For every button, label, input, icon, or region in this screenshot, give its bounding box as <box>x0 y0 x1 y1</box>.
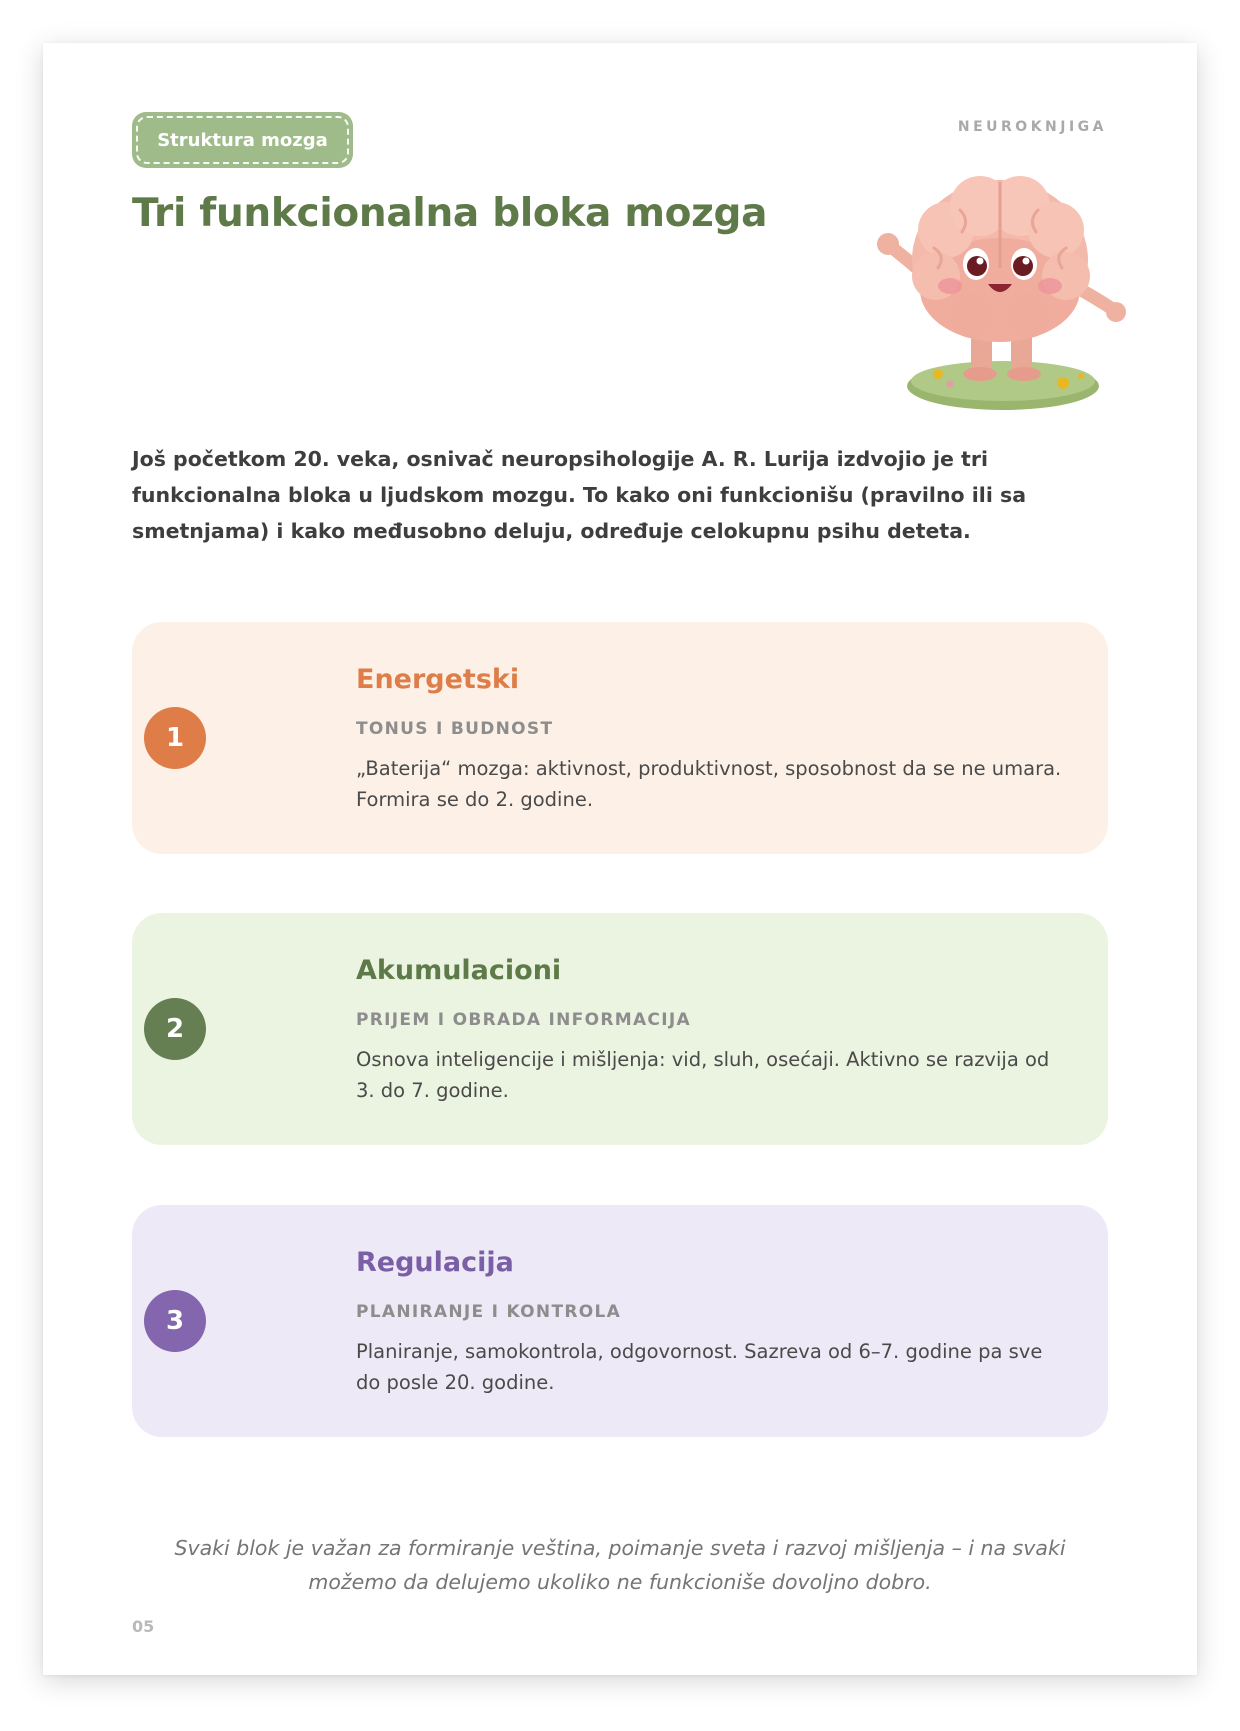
intro-paragraph: Još početkom 20. veka, osnivač neuropsihologije A. R. Lurija izdvojio je tri funkcionalna bloka u ljudskom mozgu. To kako oni funkcionišu (pravilno ili sa smetnjama) i kako međusobno deluju, određuje celokupnu psihu deteta. <box>132 447 1027 543</box>
section-tag <box>132 112 353 168</box>
block-title: Akumulacioni <box>356 955 562 986</box>
block-description: Osnova inteligencije i mišljenja: vid, sluh, osećaji. Aktivno se razvija od 3. do 7. godine. <box>356 1048 1050 1102</box>
block-number-badge: 2 <box>144 998 206 1060</box>
closing-note: Svaki blok je važan za formiranje veština, poimanje sveta i razvoj mišljenja – i na svaki možemo da delujemo ukoliko ne funkcioniše dovoljno dobro. <box>174 1536 1066 1594</box>
block-number-badge: 3 <box>144 1290 206 1352</box>
block-subtitle: TONUS I BUDNOST <box>356 719 554 739</box>
page-title: Tri funkcionalna bloka mozga <box>132 191 768 236</box>
brand-label: NEUROKNJIGA <box>957 119 1107 135</box>
section-tag-label: Struktura mozga <box>157 129 328 151</box>
block-title: Regulacija <box>356 1247 514 1278</box>
brain-mascot-icon <box>868 148 1168 448</box>
block-subtitle: PRIJEM I OBRADA INFORMACIJA <box>356 1010 691 1030</box>
page-number: 05 <box>132 1617 155 1636</box>
block-number-badge: 1 <box>144 707 206 769</box>
block-card-akumulacioni <box>132 913 1108 1145</box>
block-card-energetski <box>132 622 1108 854</box>
block-description: „Baterija“ mozga: aktivnost, produktivnost, sposobnost da se ne umara. Formira se do 2. godine. <box>356 757 1062 811</box>
block-card-regulacija <box>132 1205 1108 1437</box>
document-page <box>43 43 1197 1675</box>
block-title: Energetski <box>356 664 520 695</box>
block-subtitle: PLANIRANJE I KONTROLA <box>356 1302 622 1322</box>
block-description: Planiranje, samokontrola, odgovornost. Sazreva od 6–7. godine pa sve do posle 20. godine. <box>356 1340 1043 1394</box>
